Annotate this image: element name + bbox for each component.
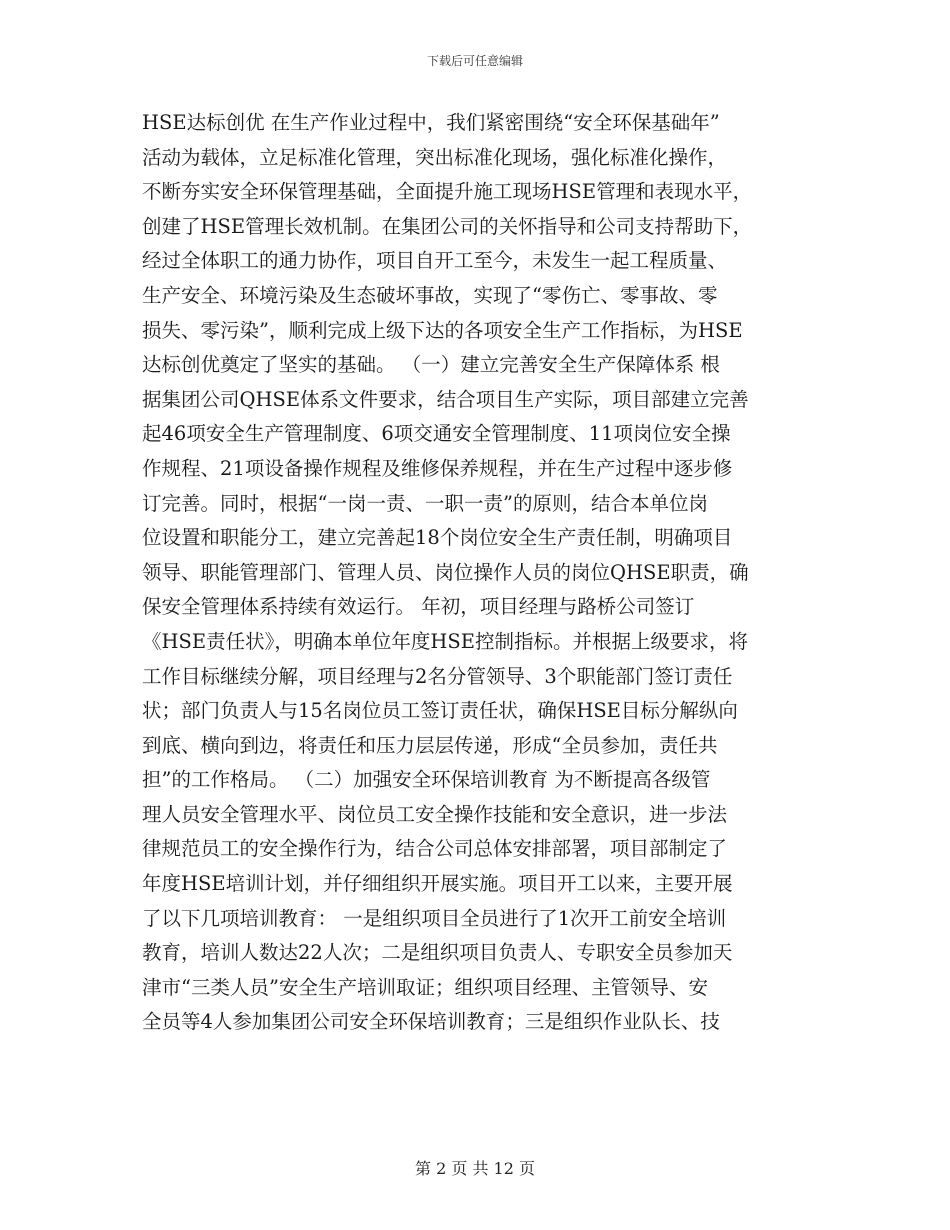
body-text-line: 担”的工作格局。 （二）加强安全环保培训教育 为不断提高各级管 [142,768,711,792]
body-text-line: 创建了HSE管理长效机制。在集团公司的关怀指导和公司支持帮助下， [142,214,753,238]
body-text-line: 领导、职能管理部门、管理人员、岗位操作人员的岗位QHSE职责，确 [142,560,749,584]
body-text-line: 作规程、21项设备操作规程及维修保养规程，并在生产过程中逐步修 [142,456,733,480]
body-text-line: 年度HSE培训计划，并仔细组织开展实施。项目开工以来，主要开展 [142,872,733,896]
body-text-line: 律规范员工的安全操作行为，结合公司总体安排部署，项目部制定了 [142,837,728,861]
body-text-line: 损失、零污染”，顺利完成上级下达的各项安全生产工作指标，为HSE [142,318,743,342]
body-text-line: 订完善。同时，根据“一岗一责、一职一责”的原则，结合本单位岗 [142,491,708,515]
body-text-line: 工作目标继续分解，项目经理与2名分管领导、3个职能部门签订责任 [142,664,733,688]
body-text-line: 不断夯实安全环保管理基础，全面提升施工现场HSE管理和表现水平， [142,180,753,204]
body-text-line: HSE达标创优 在生产作业过程中，我们紧密围绕“安全环保基础年” [142,111,720,134]
page-header: 下载后可任意编辑 [426,54,523,68]
body-text-line: 状；部门负责人与15名岗位员工签订责任状，确保HSE目标分解纵向 [142,699,738,723]
body-text-line: 教育，培训人数达22人次；二是组织项目负责人、专职安全员参加天 [142,941,733,965]
body-text-line: 生产安全、环境污染及生态破坏事故，实现了“零伤亡、零事故、零 [142,283,718,307]
body-text-line: 津市“三类人员”安全生产培训取证；组织项目经理、主管领导、安 [142,975,708,999]
body-text-line: 到底、横向到边，将责任和压力层层传递，形成“全员参加，责任共 [142,733,718,757]
body-text-line: 全员等4人参加集团公司安全环保培训教育；三是组织作业队长、技 [142,1010,720,1034]
body-text-line: 经过全体职工的通力协作，项目自开工至今，未发生一起工程质量、 [142,249,728,273]
document-body [142,106,812,1040]
body-text-line: 据集团公司QHSE体系文件要求，结合项目生产实际，项目部建立完善 [142,387,749,411]
page-number-footer: 第 2 页 共 12 页 [415,1159,535,1178]
body-text-line: 起46项安全生产管理制度、6项交通安全管理制度、11项岗位安全操 [142,422,731,446]
body-text-line: 了以下几项培训教育： 一是组织项目全员进行了1次开工前安全培训 [142,906,727,930]
body-text-line: 达标创优奠定了坚实的基础。 （一）建立完善安全生产保障体系 根 [142,353,720,377]
body-text-line: 位设置和职能分工，建立完善起18个岗位安全生产责任制，明确项目 [142,526,733,550]
body-text-line: 理人员安全管理水平、岗位员工安全操作技能和安全意识，进一步法 [142,802,728,826]
body-text-line: 《HSE责任状》，明确本单位年度HSE控制指标。并根据上级要求，将 [142,629,748,653]
body-text-line: 活动为载体，立足标准化管理，突出标准化现场，强化标准化操作， [142,145,728,169]
body-text-line: 保安全管理体系持续有效运行。 年初，项目经理与路桥公司签订 [142,595,695,619]
